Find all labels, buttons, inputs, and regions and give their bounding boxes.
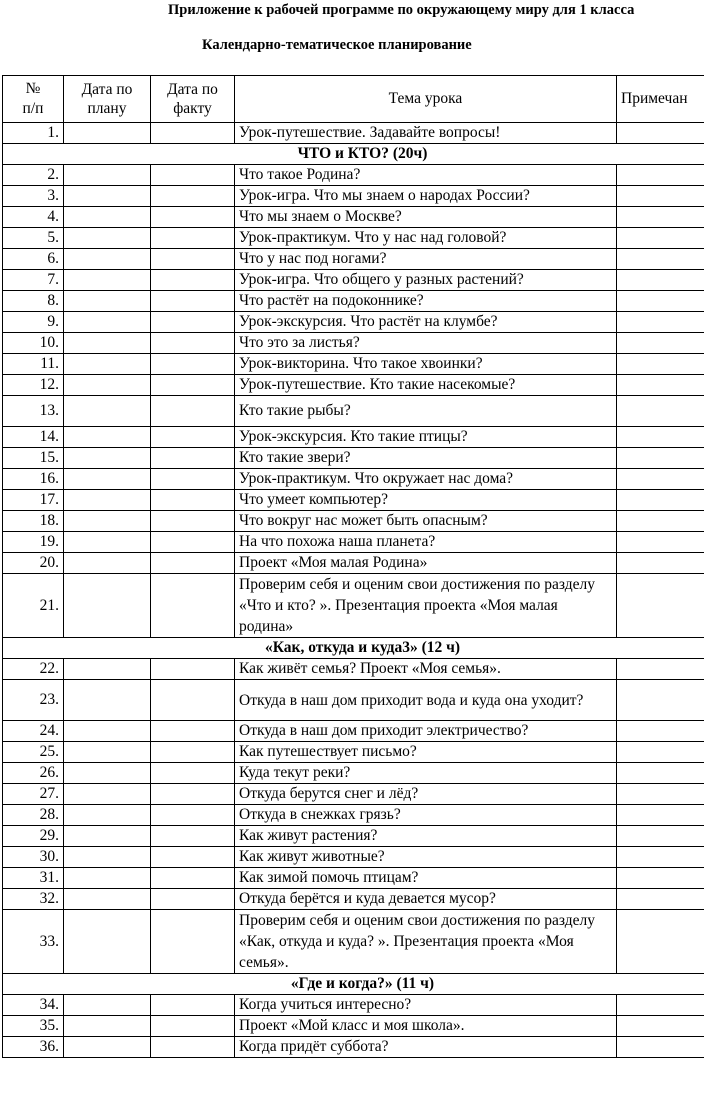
plan-date-cell [64, 228, 151, 249]
lesson-topic: Урок-игра. Что общего у разных растений? [235, 270, 617, 291]
plan-date-cell [64, 659, 151, 680]
actual-date-cell [151, 228, 235, 249]
table-row [3, 574, 704, 638]
lesson-number: 4. [3, 207, 64, 228]
notes-cell [617, 375, 704, 396]
lesson-topic: Откуда в снежках грязь? [235, 805, 617, 826]
table-row [3, 165, 704, 186]
lesson-topic: Откуда в наш дом приходит вода и куда она уходит? [235, 680, 617, 721]
actual-date-cell [151, 826, 235, 847]
plan-date-cell [64, 490, 151, 511]
lesson-topic: Проект «Мой класс и моя школа». [235, 1016, 617, 1037]
lesson-number: 14. [3, 427, 64, 448]
notes-cell [617, 228, 704, 249]
plan-date-cell [64, 742, 151, 763]
lesson-topic: Как живёт семья? Проект «Моя семья». [235, 659, 617, 680]
lesson-number: 8. [3, 291, 64, 312]
lesson-number: 16. [3, 469, 64, 490]
notes-cell [617, 291, 704, 312]
notes-cell [617, 207, 704, 228]
notes-cell [617, 490, 704, 511]
lesson-topic: Урок-практикум. Что окружает нас дома? [235, 469, 617, 490]
table-row [3, 826, 704, 847]
plan-date-cell [64, 291, 151, 312]
plan-date-cell [64, 995, 151, 1016]
notes-cell [617, 427, 704, 448]
lesson-topic: Проверим себя и оценим свои достижения по разделу «Как, откуда и куда? ». Презентация проекта «Моя семья». [235, 910, 617, 974]
lesson-number: 5. [3, 228, 64, 249]
notes-cell [617, 333, 704, 354]
actual-date-cell [151, 847, 235, 868]
table-row [3, 1016, 704, 1037]
lesson-number: 19. [3, 532, 64, 553]
col-header-plan-date: Дата по плану [64, 76, 151, 123]
lesson-topic: Урок-экскурсия. Что растёт на клумбе? [235, 312, 617, 333]
notes-cell [617, 995, 704, 1016]
actual-date-cell [151, 312, 235, 333]
lesson-number: 29. [3, 826, 64, 847]
table-row [3, 375, 704, 396]
section-title: «Где и когда?» (11 ч) [3, 974, 704, 995]
actual-date-cell [151, 396, 235, 427]
table-row [3, 511, 704, 532]
plan-date-cell [64, 427, 151, 448]
actual-date-cell [151, 1016, 235, 1037]
plan-date-cell [64, 847, 151, 868]
lesson-number: 12. [3, 375, 64, 396]
table-row [3, 553, 704, 574]
lesson-number: 20. [3, 553, 64, 574]
table-row [3, 123, 704, 144]
actual-date-cell [151, 532, 235, 553]
lesson-number: 34. [3, 995, 64, 1016]
lesson-number: 3. [3, 186, 64, 207]
actual-date-cell [151, 375, 235, 396]
plan-date-cell [64, 532, 151, 553]
lesson-topic: Урок-путешествие. Задавайте вопросы! [235, 123, 617, 144]
table-row [3, 354, 704, 375]
lesson-topic: Что вокруг нас может быть опасным? [235, 511, 617, 532]
lesson-number: 9. [3, 312, 64, 333]
lesson-number: 31. [3, 868, 64, 889]
plan-date-cell [64, 249, 151, 270]
plan-date-cell [64, 312, 151, 333]
lesson-topic: Что умеет компьютер? [235, 490, 617, 511]
notes-cell [617, 847, 704, 868]
lesson-topic: Проект «Моя малая Родина» [235, 553, 617, 574]
lesson-topic: Урок-викторина. Что такое хвоинки? [235, 354, 617, 375]
notes-cell [617, 186, 704, 207]
notes-cell [617, 659, 704, 680]
plan-date-cell [64, 784, 151, 805]
table-row [3, 805, 704, 826]
lesson-topic: Как путешествует письмо? [235, 742, 617, 763]
lesson-topic: Урок-практикум. Что у нас над головой? [235, 228, 617, 249]
actual-date-cell [151, 868, 235, 889]
plan-date-cell [64, 165, 151, 186]
lesson-topic: Что такое Родина? [235, 165, 617, 186]
table-row [3, 186, 704, 207]
lesson-topic: Как живут растения? [235, 826, 617, 847]
actual-date-cell [151, 165, 235, 186]
lesson-number: 17. [3, 490, 64, 511]
lesson-number: 36. [3, 1037, 64, 1058]
notes-cell [617, 553, 704, 574]
actual-date-cell [151, 659, 235, 680]
actual-date-cell [151, 763, 235, 784]
section-row [3, 638, 704, 659]
lesson-topic: Проверим себя и оценим свои достижения по разделу «Что и кто? ». Презентация проекта «Моя малая родина» [235, 574, 617, 638]
lesson-number: 30. [3, 847, 64, 868]
table-row [3, 333, 704, 354]
actual-date-cell [151, 910, 235, 974]
notes-cell [617, 805, 704, 826]
lesson-topic: Урок-игра. Что мы знаем о народах России? [235, 186, 617, 207]
lesson-number: 24. [3, 721, 64, 742]
table-row [3, 396, 704, 427]
actual-date-cell [151, 553, 235, 574]
notes-cell [617, 270, 704, 291]
notes-cell [617, 889, 704, 910]
lesson-number: 33. [3, 910, 64, 974]
lesson-number: 27. [3, 784, 64, 805]
table-row [3, 207, 704, 228]
actual-date-cell [151, 427, 235, 448]
notes-cell [617, 312, 704, 333]
document-subtitle: Календарно-тематическое планирование [202, 37, 472, 53]
lesson-number: 26. [3, 763, 64, 784]
section-title: ЧТО и КТО? (20ч) [3, 144, 704, 165]
actual-date-cell [151, 354, 235, 375]
table-row [3, 249, 704, 270]
table-row [3, 889, 704, 910]
lesson-topic: Урок-экскурсия. Кто такие птицы? [235, 427, 617, 448]
col-header-number: № п/п [3, 76, 64, 123]
actual-date-cell [151, 995, 235, 1016]
lesson-number: 6. [3, 249, 64, 270]
table-row [3, 763, 704, 784]
col-header-topic: Тема урока [235, 76, 617, 123]
notes-cell [617, 784, 704, 805]
lesson-topic: Куда текут реки? [235, 763, 617, 784]
plan-date-cell [64, 186, 151, 207]
plan-date-cell [64, 375, 151, 396]
table-row [3, 532, 704, 553]
notes-cell [617, 680, 704, 721]
actual-date-cell [151, 249, 235, 270]
actual-date-cell [151, 1037, 235, 1058]
lesson-number: 1. [3, 123, 64, 144]
notes-cell [617, 742, 704, 763]
actual-date-cell [151, 784, 235, 805]
notes-cell [617, 165, 704, 186]
table-row [3, 868, 704, 889]
notes-cell [617, 1016, 704, 1037]
notes-cell [617, 574, 704, 638]
lesson-topic: Когда придёт суббота? [235, 1037, 617, 1058]
lesson-plan-table [2, 75, 704, 1058]
actual-date-cell [151, 490, 235, 511]
plan-date-cell [64, 826, 151, 847]
notes-cell [617, 532, 704, 553]
document-title: Приложение к рабочей программе по окружающему миру для 1 класса [168, 2, 635, 18]
lesson-topic: Кто такие рыбы? [235, 396, 617, 427]
plan-date-cell [64, 448, 151, 469]
section-row [3, 974, 704, 995]
col-header-actual-date: Дата по факту [151, 76, 235, 123]
table-row [3, 995, 704, 1016]
table-row [3, 680, 704, 721]
plan-date-cell [64, 553, 151, 574]
actual-date-cell [151, 270, 235, 291]
lesson-number: 7. [3, 270, 64, 291]
actual-date-cell [151, 805, 235, 826]
table-row [3, 910, 704, 974]
plan-date-cell [64, 868, 151, 889]
plan-date-cell [64, 396, 151, 427]
notes-cell [617, 354, 704, 375]
plan-date-cell [64, 469, 151, 490]
lesson-topic: Урок-путешествие. Кто такие насекомые? [235, 375, 617, 396]
plan-date-cell [64, 123, 151, 144]
notes-cell [617, 448, 704, 469]
actual-date-cell [151, 448, 235, 469]
plan-date-cell [64, 680, 151, 721]
col-header-notes: Примечан [617, 76, 704, 123]
table-row [3, 448, 704, 469]
lesson-number: 21. [3, 574, 64, 638]
table-row [3, 742, 704, 763]
table-header-row [3, 76, 704, 123]
plan-date-cell [64, 721, 151, 742]
actual-date-cell [151, 123, 235, 144]
plan-date-cell [64, 1037, 151, 1058]
lesson-topic: Откуда берутся снег и лёд? [235, 784, 617, 805]
table-row [3, 721, 704, 742]
plan-date-cell [64, 805, 151, 826]
lesson-number: 13. [3, 396, 64, 427]
actual-date-cell [151, 469, 235, 490]
actual-date-cell [151, 207, 235, 228]
notes-cell [617, 396, 704, 427]
lesson-topic: Когда учиться интересно? [235, 995, 617, 1016]
actual-date-cell [151, 742, 235, 763]
plan-date-cell [64, 270, 151, 291]
actual-date-cell [151, 291, 235, 312]
lesson-topic: Что у нас под ногами? [235, 249, 617, 270]
lesson-number: 35. [3, 1016, 64, 1037]
lesson-number: 10. [3, 333, 64, 354]
actual-date-cell [151, 511, 235, 532]
notes-cell [617, 910, 704, 974]
table-row [3, 427, 704, 448]
actual-date-cell [151, 889, 235, 910]
lesson-number: 18. [3, 511, 64, 532]
lesson-number: 23. [3, 680, 64, 721]
lesson-topic: Как зимой помочь птицам? [235, 868, 617, 889]
lesson-topic: Что это за листья? [235, 333, 617, 354]
lesson-topic: Как живут животные? [235, 847, 617, 868]
table-row [3, 659, 704, 680]
lesson-topic: Откуда в наш дом приходит электричество? [235, 721, 617, 742]
lesson-number: 32. [3, 889, 64, 910]
notes-cell [617, 763, 704, 784]
table-row [3, 469, 704, 490]
section-row [3, 144, 704, 165]
plan-date-cell [64, 910, 151, 974]
notes-cell [617, 123, 704, 144]
lesson-topic: Что растёт на подоконнике? [235, 291, 617, 312]
plan-date-cell [64, 207, 151, 228]
table-row [3, 228, 704, 249]
notes-cell [617, 1037, 704, 1058]
plan-date-cell [64, 889, 151, 910]
section-title: «Как, откуда и куда3» (12 ч) [3, 638, 704, 659]
lesson-number: 28. [3, 805, 64, 826]
table-row [3, 312, 704, 333]
actual-date-cell [151, 333, 235, 354]
table-row [3, 784, 704, 805]
lesson-topic: На что похожа наша планета? [235, 532, 617, 553]
notes-cell [617, 826, 704, 847]
lesson-topic: Откуда берётся и куда девается мусор? [235, 889, 617, 910]
table-row [3, 291, 704, 312]
notes-cell [617, 721, 704, 742]
lesson-number: 25. [3, 742, 64, 763]
lesson-number: 11. [3, 354, 64, 375]
plan-date-cell [64, 333, 151, 354]
notes-cell [617, 469, 704, 490]
actual-date-cell [151, 721, 235, 742]
table-row [3, 847, 704, 868]
notes-cell [617, 511, 704, 532]
actual-date-cell [151, 574, 235, 638]
plan-date-cell [64, 763, 151, 784]
actual-date-cell [151, 186, 235, 207]
table-row [3, 1037, 704, 1058]
plan-date-cell [64, 574, 151, 638]
lesson-number: 22. [3, 659, 64, 680]
notes-cell [617, 868, 704, 889]
plan-date-cell [64, 1016, 151, 1037]
lesson-number: 15. [3, 448, 64, 469]
table-row [3, 490, 704, 511]
actual-date-cell [151, 680, 235, 721]
plan-date-cell [64, 511, 151, 532]
lesson-topic: Кто такие звери? [235, 448, 617, 469]
lesson-topic: Что мы знаем о Москве? [235, 207, 617, 228]
lesson-number: 2. [3, 165, 64, 186]
notes-cell [617, 249, 704, 270]
plan-date-cell [64, 354, 151, 375]
table-row [3, 270, 704, 291]
